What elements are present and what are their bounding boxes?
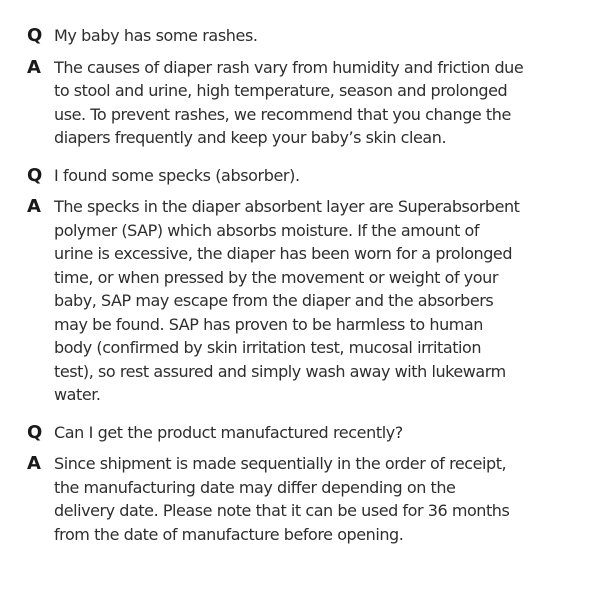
question-row: [27, 164, 587, 188]
question-marker: Q: [27, 421, 43, 443]
question-text: I found some specks (absorber).: [54, 165, 300, 185]
question-text: Can I get the product manufactured recently?: [54, 422, 403, 442]
answer-text: The causes of diaper rash vary from humidity and friction due to stool and urine, high temperature, season and prolonged use. To prevent rashes, we recommend that you change the diapers frequently and keep your baby’s skin clean.: [54, 57, 524, 147]
faq-item-manufacture-date: [27, 421, 587, 547]
answer-row: [27, 195, 587, 407]
faq-item-specks: [27, 164, 587, 407]
answer-row: [27, 56, 587, 150]
answer-text: Since shipment is made sequentially in the order of receipt, the manufacturing date may differ depending on the delivery date. Please note that it can be used for 36 months from the date of manufacture before opening.: [54, 454, 510, 544]
answer-marker: A: [27, 453, 41, 474]
answer-marker: A: [27, 56, 41, 78]
question-marker: Q: [27, 25, 43, 46]
faq-list: [27, 24, 587, 546]
question-row: [27, 24, 587, 48]
answer-row: [27, 452, 587, 546]
question-marker: Q: [27, 164, 43, 186]
answer-text: The specks in the diaper absorbent layer are Superabsorbent polymer (SAP) which absorbs moisture. If the amount of urine is excessive, the diaper has been worn for a prolonged time, or when pressed by the movement or weight of your baby, SAP may escape from the diaper and the absorbers may be found. SAP has proven to be harmless to human body (confirmed by skin irritation test, mucosal irritation test), so rest assured and simply wash away with lukewarm water.: [54, 197, 520, 404]
faq-item-rashes: [27, 24, 587, 150]
question-row: [27, 421, 587, 445]
answer-marker: A: [27, 196, 41, 217]
question-text: My baby has some rashes.: [54, 26, 258, 45]
